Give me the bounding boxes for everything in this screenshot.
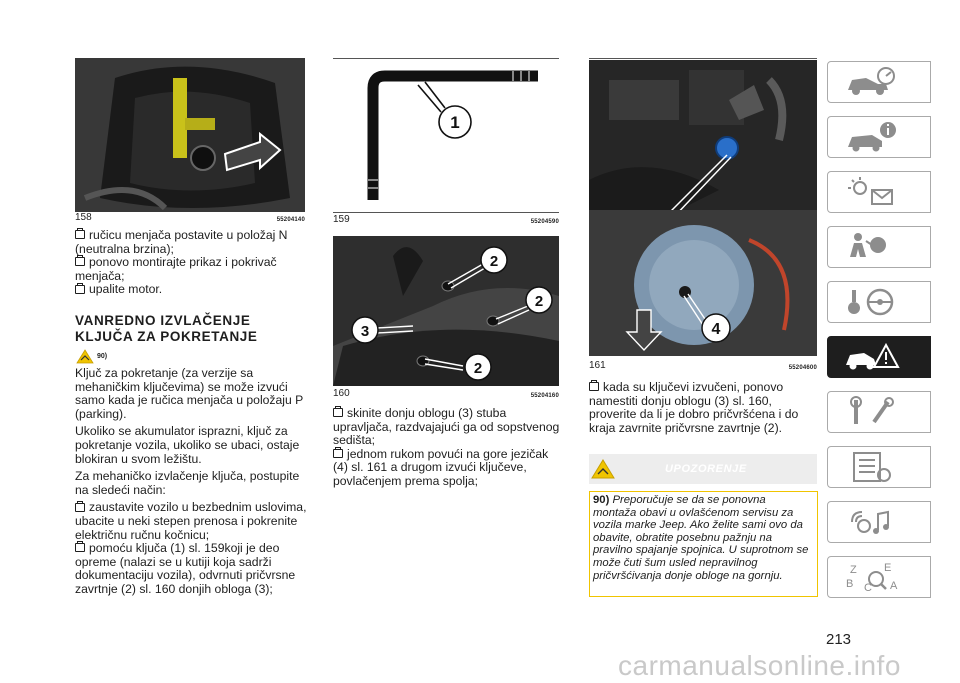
tab-index[interactable] xyxy=(827,556,931,598)
figure-158-photo xyxy=(75,58,305,212)
figure-161-code: 55204600 xyxy=(788,365,817,371)
svg-text:A: A xyxy=(890,580,898,592)
col1-top-bullets xyxy=(75,229,307,297)
figure-161-number: 161 xyxy=(589,360,606,371)
warning-header-icon-box xyxy=(589,454,617,484)
tab-safety[interactable] xyxy=(827,226,931,268)
warning-triangle-icon xyxy=(591,459,615,479)
list-item: jednom rukom povući na gore jezičak (4) sl. 161 a drugom izvući ključeve, povlačenjem prema spolja; xyxy=(333,446,549,488)
svg-text:E: E xyxy=(884,562,892,574)
starting-driving-icon xyxy=(842,286,902,318)
column-top-rule xyxy=(333,58,559,59)
warning-lights-icon xyxy=(842,176,902,208)
watermark: carmanualsonline.info xyxy=(618,650,901,681)
callout-2: 2 xyxy=(489,253,499,270)
tab-vehicle-info[interactable] xyxy=(827,116,931,158)
figure-160-code: 55204160 xyxy=(530,393,559,399)
technical-data-icon xyxy=(842,451,902,483)
paragraph: Ključ za pokretanje (za verzije sa mehaničkim ključevima) se može izvući samo kada je ručica menjača u položaju P (parking). xyxy=(75,366,304,421)
list-item: ponovo montirajte prikaz i pokrivač menjača; xyxy=(75,255,277,283)
figure-161-photo xyxy=(589,60,817,356)
tab-warning-lights[interactable] xyxy=(827,171,931,213)
list-item: skinite donju oblogu (3) stuba upravljača, razdvajajući ga od sopstvenog sedišta; xyxy=(333,406,560,448)
steering-column-cover-illustration xyxy=(333,236,559,386)
figure-158-code: 55204140 xyxy=(276,217,305,223)
list-item: upalite motor. xyxy=(75,283,307,297)
figure-159-drawing xyxy=(333,60,559,212)
svg-text:B: B xyxy=(846,578,854,590)
multimedia-icon xyxy=(842,506,902,538)
callout-1: 1 xyxy=(450,113,460,132)
index-icon xyxy=(842,561,902,593)
checkbox-bullet-icon xyxy=(589,382,599,391)
warning-text: 90) Preporučuje se da se ponovna montaža obavi u ovlašćenom servisu za vozila marke Jeep. Ako želite sami ovo da obavite, obratite posebnu pažnju na pravilno spajanje spojnica. U suprotnom se može čuti šum usled nepravilnog pričvršćivanja donje obloge na gornju. xyxy=(593,494,809,582)
car-info-icon xyxy=(842,121,902,153)
checkbox-bullet-icon xyxy=(75,257,85,266)
tab-technical-data[interactable] xyxy=(827,446,931,488)
emergency-icon xyxy=(842,341,902,373)
callout-4: 4 xyxy=(711,321,721,338)
column-top-rule xyxy=(589,58,817,59)
figure-rule xyxy=(333,212,559,213)
col1-body xyxy=(75,367,311,597)
tab-emergency[interactable] xyxy=(827,336,931,378)
car-instruments-icon xyxy=(842,66,902,98)
paragraph: Za mehaničko izvlačenje ključa, postupite na sledeći način: xyxy=(75,469,300,497)
svg-text:Z: Z xyxy=(850,564,857,576)
section-heading: VANREDNO IZVLAČENJE KLJUČA ZA POKRETANJE xyxy=(75,313,258,344)
figure-159-number: 159 xyxy=(333,214,350,225)
list-item: ručicu menjača postavite u položaj N (neutralna brzina); xyxy=(75,228,288,256)
callout-3: 3 xyxy=(360,323,370,340)
warning-triangle-icon xyxy=(76,349,94,364)
gear-selector-illustration xyxy=(75,58,305,212)
tab-maintenance[interactable] xyxy=(827,391,931,433)
paragraph: Ukoliko se akumulator isprazni, ključ za pokretanje vozila, ukoliko se ubaci, ostaje blokiran u svom ležištu. xyxy=(75,424,300,466)
tab-multimedia[interactable] xyxy=(827,501,931,543)
svg-text:C: C xyxy=(864,582,872,593)
callout-2: 2 xyxy=(473,360,483,377)
col2-body xyxy=(333,407,565,489)
warning-number: 90) xyxy=(593,494,610,506)
figure-159-code: 55204590 xyxy=(530,219,559,225)
tab-starting-driving[interactable] xyxy=(827,281,931,323)
figure-158-number: 158 xyxy=(75,212,92,223)
checkbox-bullet-icon xyxy=(75,285,85,294)
allen-key-illustration xyxy=(333,60,559,212)
page-number: 213 xyxy=(826,631,852,648)
checkbox-bullet-icon xyxy=(333,408,343,417)
tab-vehicle-knowledge[interactable] xyxy=(827,61,931,103)
list-item: kada su ključevi izvučeni, ponovo namestiti donju oblogu (3) sl. 160, proverite da li je dobro pričvršćena i do kraja zavrnite pričvrsne zavrtnje (2). xyxy=(589,380,799,435)
checkbox-bullet-icon xyxy=(75,503,85,512)
safety-airbag-icon xyxy=(842,231,902,263)
list-item: zaustavite vozilo u bezbednim uslovima, ubacite u neki stepen prenosa i pokrenite električnu ručnu kočnicu; xyxy=(75,500,307,542)
warning-title: UPOZORENJE xyxy=(665,463,747,475)
figure-160-number: 160 xyxy=(333,388,350,399)
key-cylinder-illustration xyxy=(589,60,817,356)
figure-160-photo xyxy=(333,236,559,386)
checkbox-bullet-icon xyxy=(333,449,343,458)
maintenance-icon xyxy=(842,396,902,428)
col3-body xyxy=(589,381,821,435)
checkbox-bullet-icon xyxy=(75,543,85,552)
warning-reference: 90) xyxy=(76,348,107,364)
callout-2: 2 xyxy=(534,293,544,310)
list-item: pomoću ključa (1) sl. 159koji je deo opreme (nalazi se u kutiji koja sadrži dokumentaciju vozila), odvrnuti pričvrsne zavrtnje (2) sl. 160 donjih obloga (3); xyxy=(75,541,296,596)
checkbox-bullet-icon xyxy=(75,230,85,239)
